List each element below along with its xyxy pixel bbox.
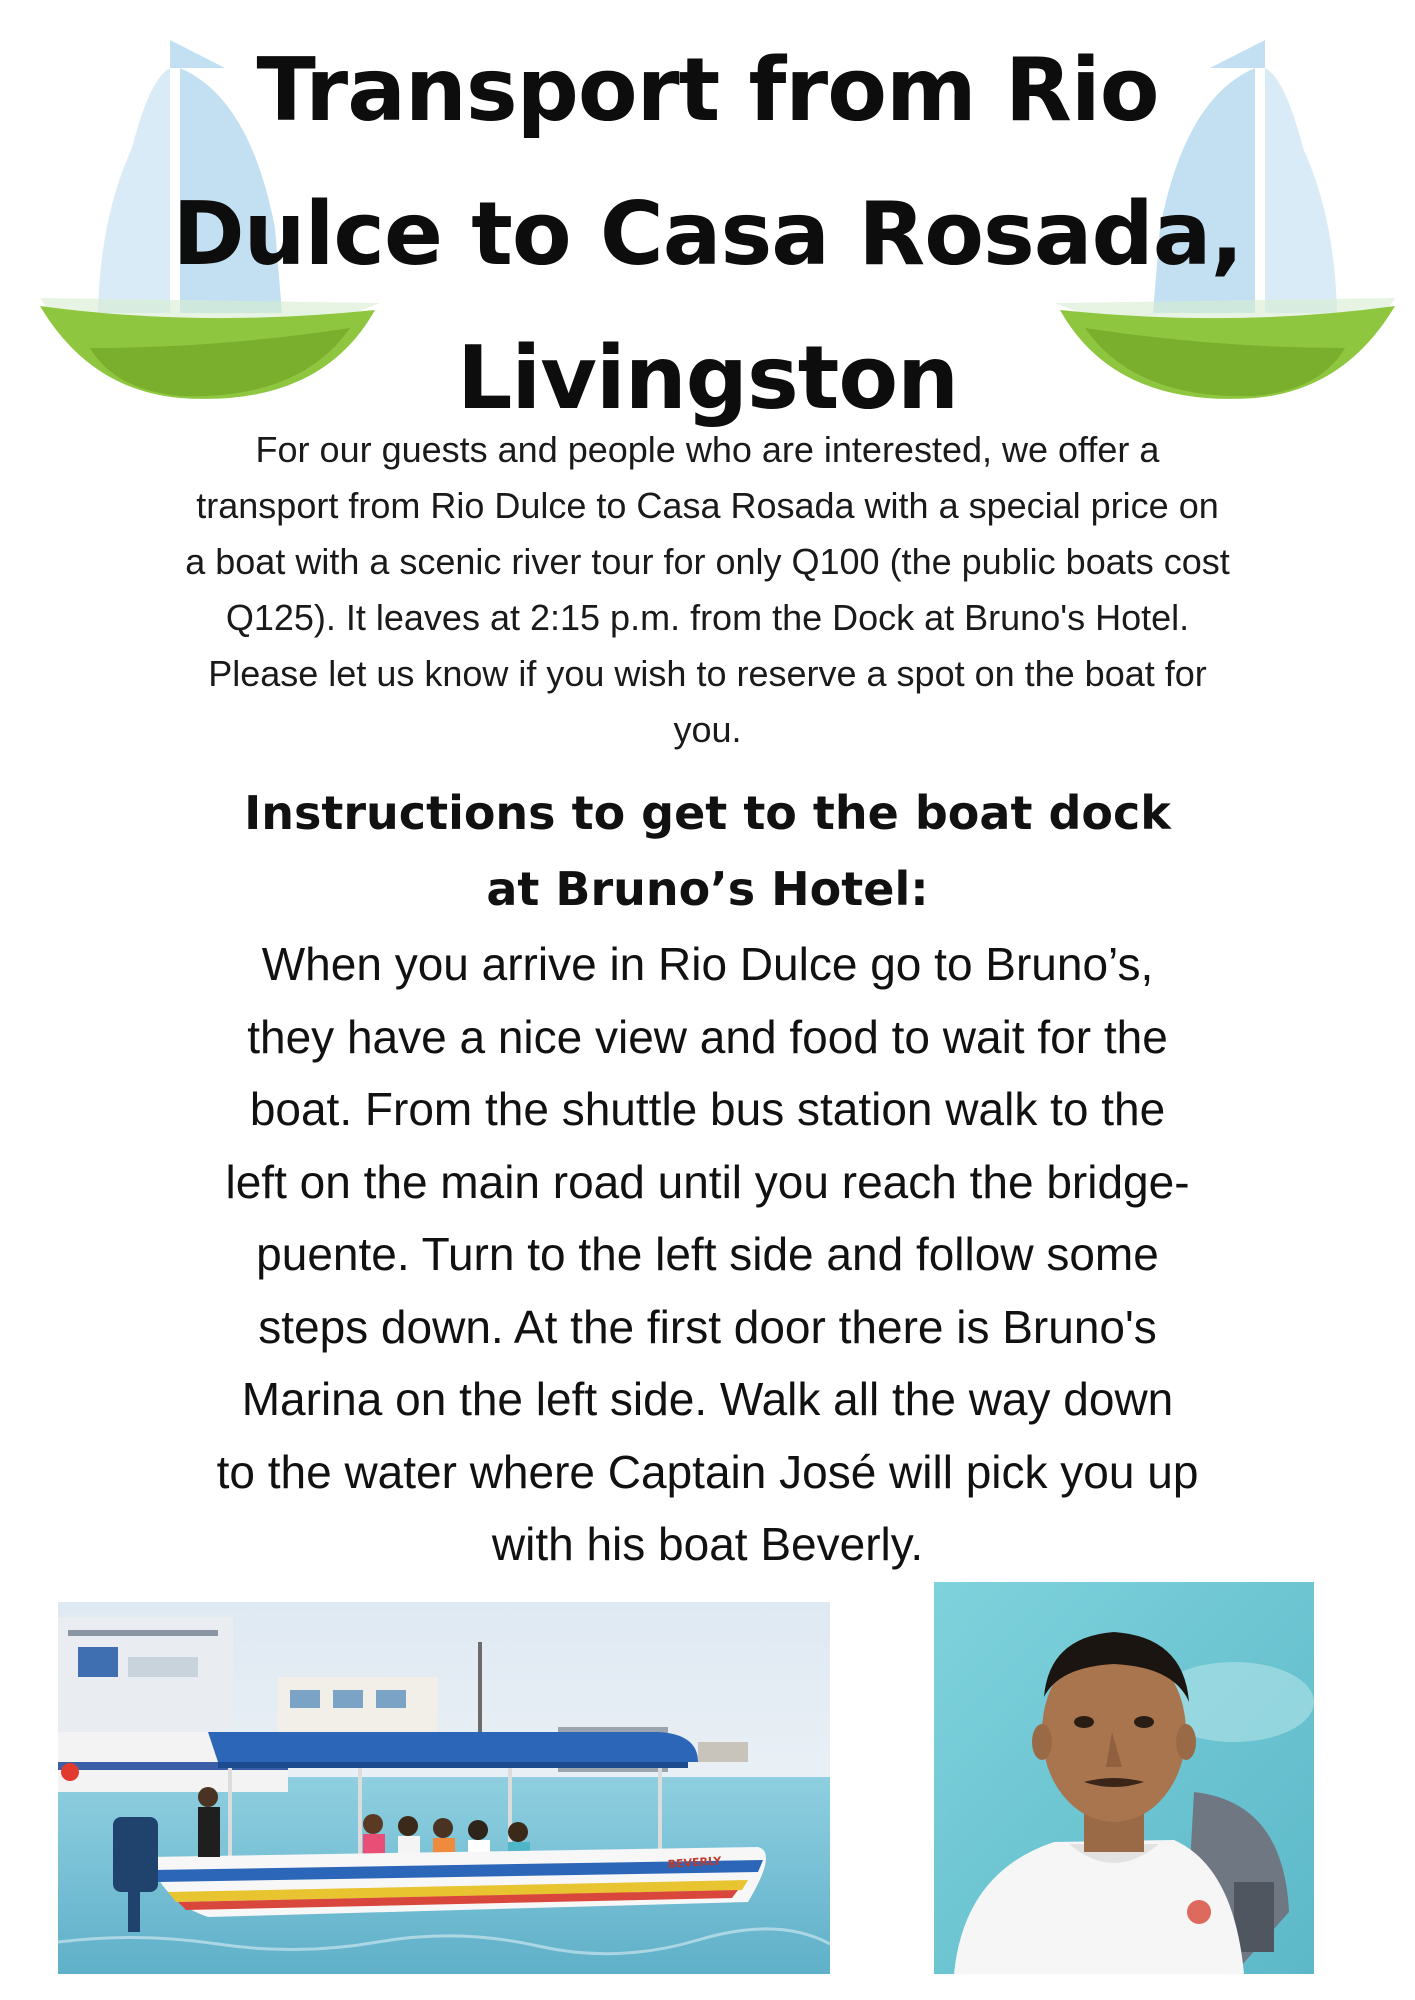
boat-photo (58, 1602, 830, 1974)
intro-line: a boat with a scenic river tour for only Q100 (the public boats cost (185, 541, 1230, 582)
title-line: Transport from Rio (256, 39, 1159, 141)
page-title (120, 18, 1295, 450)
intro-paragraph (135, 422, 1280, 758)
instruction-line: puente. Turn to the left side and follow some (256, 1228, 1159, 1280)
title-line: Livingston (456, 327, 959, 429)
intro-line: Please let us know if you wish to reserve a spot on the boat for (208, 653, 1207, 694)
instruction-line: to the water where Captain José will pick you up (216, 1445, 1199, 1498)
instruction-line: left on the main road until you reach the bridge- (225, 1155, 1190, 1208)
heading-line: at Bruno’s Hotel: (486, 862, 929, 916)
instruction-line: they have a nice view and food to wait for the (247, 1010, 1168, 1063)
instruction-line: with his boat Beverly. (491, 1518, 924, 1570)
intro-line: transport from Rio Dulce to Casa Rosada with a special price on (196, 485, 1219, 526)
instruction-line: When you arrive in Rio Dulce go to Bruno’s, (261, 938, 1154, 990)
instructions-paragraph (150, 928, 1265, 1581)
instruction-line: steps down. At the first door there is Bruno's (258, 1300, 1157, 1353)
boat-name-label: BEVERLY (667, 1854, 722, 1871)
heading-line: Instructions to get to the boat dock (244, 786, 1171, 840)
instruction-line: boat. From the shuttle bus station walk to the (249, 1083, 1166, 1135)
intro-line: For our guests and people who are interested, we offer a (255, 429, 1160, 470)
title-line: Dulce to Casa Rosada, (172, 183, 1243, 285)
intro-line: Q125). It leaves at 2:15 p.m. from the Dock at Bruno's Hotel. (225, 597, 1190, 638)
intro-line: you. (673, 709, 742, 750)
instructions-heading (160, 775, 1255, 927)
captain-photo (934, 1582, 1314, 1974)
instruction-line: Marina on the left side. Walk all the way down (241, 1373, 1174, 1425)
